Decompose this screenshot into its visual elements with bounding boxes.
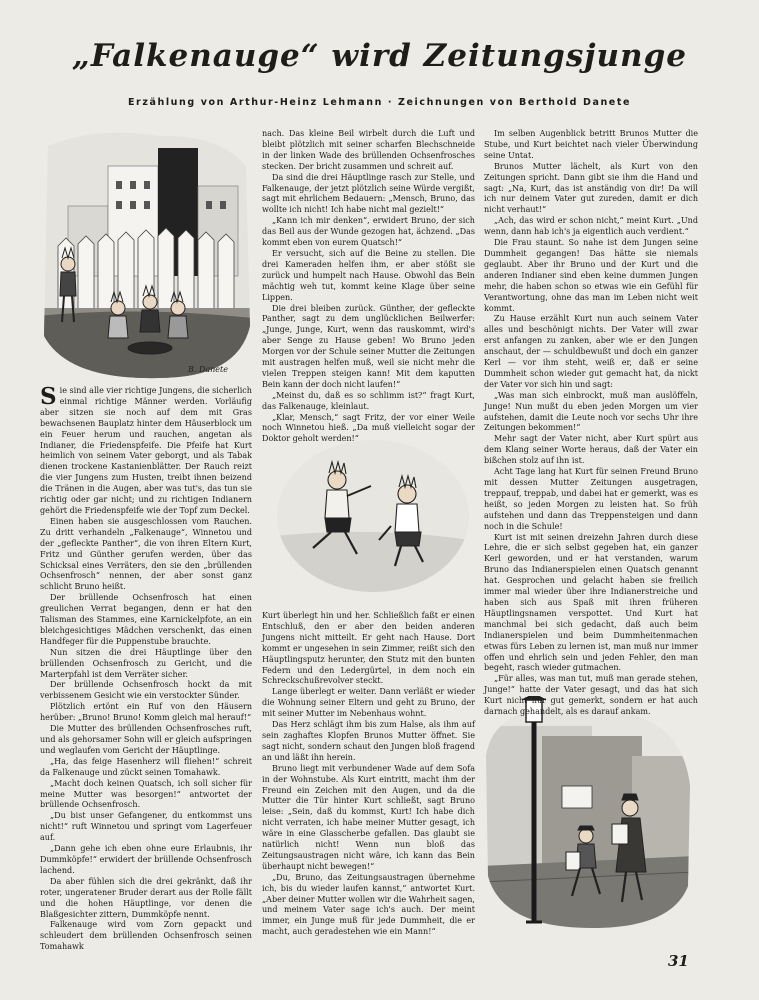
article-byline: Erzählung von Arthur-Heinz Lehmann · Zeichnungen von Berthold Danete <box>127 97 632 108</box>
paragraph: nach. Das kleine Beil wirbelt durch die Luft und bleibt plötzlich mit seiner scharfen Blechschneide in der linken Wade des brüllenden Ochsenfrosches stecken. Der bricht zusammen und schreit auf. <box>262 129 475 171</box>
paragraph: Acht Tage lang hat Kurt für seinen Freund Bruno mit dessen Mutter Zeitungen ausgetragen, treppauf, treppab, und dabei hat er gemerkt, was es heißt, so jeden Morgen zu leisten hat. So früh aufstehen und dann das Treppensteigen und dann noch in die Schule! <box>484 467 698 531</box>
paragraph: Falkenauge wird vom Zorn gepackt und schleudert dem brüllenden Ochsenfrosch seinen Tomahawk <box>40 920 252 952</box>
drop-cap: S <box>40 383 57 410</box>
paragraph: Er versucht, sich auf die Beine zu stellen. Die drei Kameraden helfen ihm, er aber stößt sie zurück und humpelt nach Hause. Obwohl das Bein mächtig weh tut, kommt keine Klage über seine Lippen. <box>262 248 475 302</box>
paragraph: Kurt überlegt hin und her. Schließlich faßt er einen Entschluß, den er aber den beiden anderen Jungens nicht mitteilt. Er geht nach Hause. Dort kommt er ungesehen in sein Zimmer, reißt sich den Häuptlingsputz herunter, den Stutz mit den bunten Federn und den Ledergürtel, in dem noch ein Schreckschußrevolver steckt. <box>262 611 475 686</box>
paragraph: Der brüllende Ochsenfrosch hat einen greulichen Verrat begangen, denn er hat den Talisman des Stammes, eine Karnickelpfote, an ein bleichgesichtiges Mädchen verschenkt, das einen Handfeger für die Puppenstube brauchte. <box>40 593 252 646</box>
paragraph: Mehr sagt der Vater nicht, aber Kurt spürt aus dem Klang seiner Worte heraus, daß der Vater ein bißchen stolz auf ihn ist. <box>484 434 698 466</box>
article-column-3 <box>262 611 475 938</box>
paragraph: „Klar, Mensch,“ sagt Fritz, der vor einer Weile noch Winnetou hieß. „Da muß vielleicht sogar der Doktor geholt werden!“ <box>262 412 475 444</box>
paragraph: Die Mutter des brüllenden Ochsenfrosches ruft, und als gehorsamer Sohn will er gleich aufspringen und weglaufen vom Gericht der Häuptlinge. <box>40 724 252 755</box>
paragraph: ie sind alle vier richtige Jungens, die sicherlich einmal richtige Männer werden. Vorläufig aber sitzen sie noch auf dem mit Gras bewachsenen Bauplatz hinter dem Häuserblock um ein Feuer herum und rauchen, angetan als Indianer, die Friedenspfeife. Die Pfeife hat Kurt heimlich von seinem Vater geborgt, und als Tabak dienen trockene Kastanienblätter. Der Rauch reizt die vier Jungens zum Husten, treibt ihnen beizend die Tränen in die Augen, aber was tut's, das tun sie richtig oder gar nicht; und zu richtigen Indianern gehört die Friedenspfeife wie der Topf zum Deckel. <box>40 386 252 515</box>
page-number: 31 <box>668 952 689 970</box>
article-title: „Falkenauge“ wird Zeitungsjunge <box>71 38 687 74</box>
paragraph: Da sind die drei Häuptlinge rasch zur Stelle, und Falkenauge, der jetzt plötzlich seine Würde vergißt, sagt mit ehrlichem Bedauern: „Mensch, Bruno, das wollte ich nicht! Ich habe nicht mal gezielt!“ <box>262 172 475 215</box>
paragraph: „Meinst du, daß es so schlimm ist?“ fragt Kurt, das Falkenauge, kleinlaut. <box>262 390 475 411</box>
paragraph: Da aber fühlen sich die drei gekränkt, daß ihr roter, ungeratener Bruder derart aus der Rolle fällt und die hohen Häuptlinge, vor denen die Blaßgesichter zittern, Dummköpfe nennt. <box>40 876 252 919</box>
paragraph: Der brüllende Ochsenfrosch hockt da mit verbissenem Gesicht wie ein verstockter Sünder. <box>40 680 252 701</box>
paragraph: Bruno liegt mit verbundener Wade auf dem Sofa in der Wohnstube. Als Kurt eintritt, macht ihm der Freund ein Zeichen mit den Augen, und da die Mutter die Tür hinter Kurt schließt, sagt Bruno leise: „Sein, daß du kommst, Kurt! Ich habe dich nicht verraten, ich habe meiner Mutter gesagt, ich wäre in eine Glasscherbe gefallen. Das glaubt sie natürlich nicht! Wenn nun bloß das Zeitungsaustragen nicht wäre, ich kann das Bein überhaupt nicht bewegen!“ <box>262 763 475 871</box>
children-indians-peace-pipe-illustration <box>38 126 252 384</box>
paragraph: Nun sitzen die drei Häuptlinge über den brüllenden Ochsenfrosch zu Gericht, und die Marterpfahl ist dem Verräter sicher. <box>40 647 252 679</box>
paragraph: „Ha, das feige Hasenherz will fliehen!“ schreit da Falkenauge und zückt seinen Tomahawk. <box>40 756 252 777</box>
paragraph: „Macht doch keinen Quatsch, ich soll sicher für meine Mutter was besorgen!“ antwortet der brüllende Ochsenfrosch. <box>40 778 252 810</box>
paragraph: Kurt ist mit seinen dreizehn Jahren durch diese Lehre, die er sich selbst gegeben hat, ein ganzer Kerl geworden, und er hat verstanden, warum Bruno das Indianerspielen einen Quatsch genannt hat. Gesprochen und gelacht haben sie freilich immer mal wieder über ihre Indianerstreiche und haben sich aus Spaß mit ihren früheren Häuptlingsnamen verspottet. Und Kurt hat manchmal bei sich gedacht, daß auch beim Indianerspielen und beim Dummheitenmachen etwas fürs Leben zu lernen ist, man muß nur immer offen und ehrlich sein und jeden Fehler, den man begeht, rasch wieder gutmachen. <box>484 532 698 673</box>
paragraph: Im selben Augenblick betritt Brunos Mutter die Stube, und Kurt beichtet nach vieler Überwindung seine Untat. <box>484 129 698 160</box>
paragraph: „Dann gehe ich eben ohne eure Erlaubnis, ihr Dummköpfe!“ erwidert der brüllende Ochsenfrosch lachend. <box>40 844 252 875</box>
article-column-2 <box>262 129 475 445</box>
paragraph: Die drei bleiben zurück. Günther, der gefleckte Panther, sagt zu dem unglücklichen Beilwerfer: „Junge, Junge, Kurt, wenn das rauskommt, wird's aber Senge zu Hause geben! Wo Bruno jeden Morgen vor der Schule seiner Mutter die Zeitungen mit austragen helfen muß, weil sie nicht mehr die vielen Treppen steigen kann! Mit dem kaputten Bein kann der doch nicht laufen!“ <box>262 303 475 389</box>
paragraph: Plötzlich ertönt ein Ruf von den Häusern herüber: „Bruno! Bruno! Komm gleich mal herauf!“ <box>40 702 252 723</box>
article-column-4 <box>484 129 698 718</box>
paragraph: „Kann ich mir denken“, erwidert Bruno, der sich das Beil aus der Wunde gezogen hat, ächzend. „Das kommt eben von eurem Quatsch!“ <box>262 216 475 248</box>
paragraph: „Was man sich einbrockt, muß man auslöffeln, Junge! Nun mußt du eben jeden Morgen um vier aufstehen, damit die Leute noch vor sechs Uhr ihre Zeitungen bekommen!“ <box>484 390 698 433</box>
paragraph: „Ach, das wird er schon nicht,“ meint Kurt. „Und wenn, dann hab ich's ja eigentlich auch verdient.“ <box>484 216 698 237</box>
paragraph: „Für alles, was man tut, muß man gerade stehen, Junge!“ hatte der Vater gesagt, und das hat sich Kurt nicht nur gut gemerkt, sondern er hat auch darnach gehandelt, als es darauf ankam. <box>484 674 698 717</box>
paragraph: Brunos Mutter lächelt, als Kurt von den Zeitungen spricht. Dann gibt sie ihm die Hand und sagt: „Na, Kurt, das ist anständig von dir! Da will ich nur deinem Vater gut zureden, damit er dich nicht verhaut!“ <box>484 161 698 215</box>
paragraph: Einen haben sie ausgeschlossen vom Rauchen. Zu dritt verhandeln „Falkenauge“, Winnetou und der „gefleckte Panther“, die von ihren Eltern Kurt, Fritz und Günther gerufen werden, über das Schicksal eines Verräters, den sie den „brüllenden Ochsenfrosch“ nennen, der aber sonst ganz schlicht Bruno heißt. <box>40 516 252 592</box>
paragraph: „Du, Bruno, das Zeitungsaustragen übernehme ich, bis du wieder laufen kannst,“ antwortet Kurt. „Aber deiner Mutter wollen wir die Wahrheit sagen, und meinem Vater sage ich's auch. Der meint immer, ein Junge muß für jede Dummheit, die er macht, auch geradestehen wie ein Mann!“ <box>262 872 475 937</box>
street-lantern-newspaper-boy-illustration <box>482 696 694 932</box>
paragraph: „Du bist unser Gefangener, du entkommst uns nicht!“ ruft Winnetou und springt vom Lagerfeuer auf. <box>40 811 252 843</box>
paragraph: Lange überlegt er weiter. Dann verläßt er wieder die Wohnung seiner Eltern und geht zu Bruno, der mit seiner Mutter im Nebenhaus wohnt. <box>262 687 475 719</box>
paragraph: Die Frau staunt. So nahe ist dem Jungen seine Dummheit gegangen! Das hätte sie niemals geglaubt. Aber ihr Bruno und der Kurt und die anderen Indianer sind eben keine dummen Jungen mehr, die haben schon so etwas wie ein Gefühl für Verantwortung, ohne das man im Leben nicht weit kommt. <box>484 238 698 313</box>
paragraph: Zu Hause erzählt Kurt nun auch seinem Vater alles und beschönigt nichts. Der Vater will zwar erst anfangen zu zanken, aber wie er den Jungen anschaut, der — schuldbewußt und doch ein ganzer Kerl — vor ihm steht, weiß er, daß er seine Dummheit schon wieder gut gemacht hat, da nickt der Vater vor sich hin und sagt: <box>484 314 698 389</box>
illustrator-signature: B. Danete <box>188 365 228 374</box>
article-column-1 <box>40 383 252 953</box>
paragraph: Das Herz schlägt ihm bis zum Halse, als ihm auf sein zaghaftes Klopfen Brunos Mutter öffnet. Sie sagt nicht, sondern schaut den Jungen bloß fragend an und läßt ihn herein. <box>262 720 475 762</box>
two-boys-fighting-illustration <box>275 436 471 594</box>
